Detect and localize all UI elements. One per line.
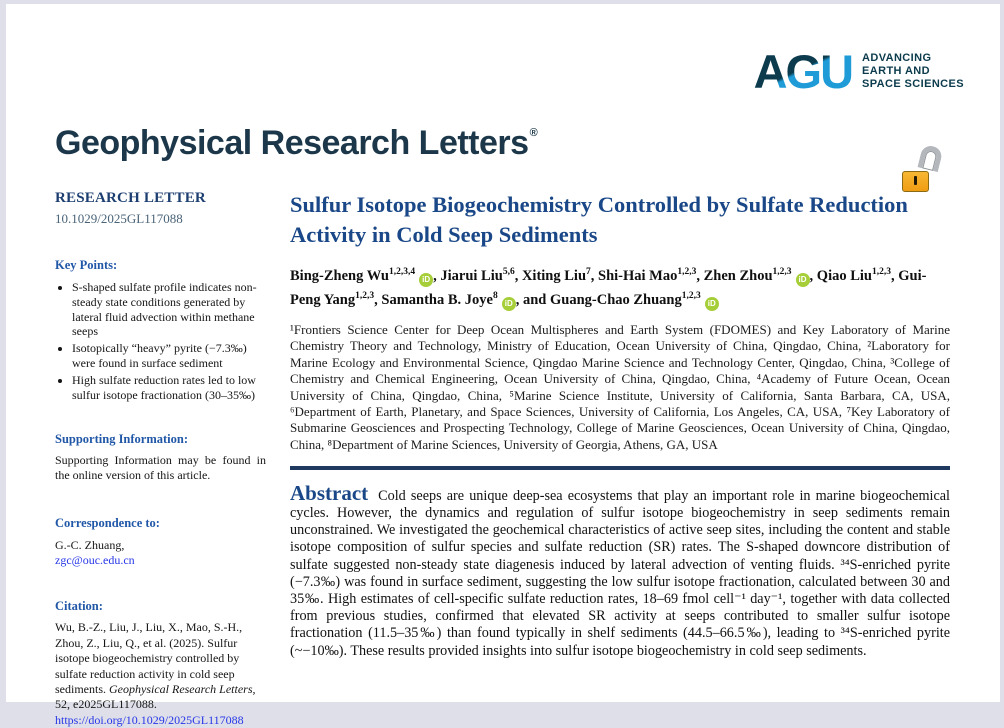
orcid-icon[interactable]: iD xyxy=(502,297,516,311)
orcid-icon[interactable]: iD xyxy=(419,273,433,287)
open-access-lock-icon xyxy=(902,146,944,194)
author-separator: , xyxy=(514,268,522,284)
lock-shackle xyxy=(917,144,943,172)
journal-title xyxy=(55,124,537,163)
tagline-line: EARTH AND xyxy=(862,65,930,77)
orcid-icon[interactable]: iD xyxy=(796,273,810,287)
affiliations: ¹Frontiers Science Center for Deep Ocean Multispheres and Earth System (FDOMES) and Key Laboratory of Marine Chemistry Theory and Technology, Ministry of Education, Ocean University of China, Qingdao, China, ²Laboratory for Marine Ecology and Environmental Science, Qingdao Marine Science and Technology Center, Qingdao, China, ³College of Chemistry and Chemical Engineering, Ocean University of China, Qingdao, China, ⁴Academy of Future Ocean, Ocean University of China, Qingdao, China, ⁵Marine Science Institute, University of California, Santa Barbara, CA, USA, ⁶Department of Earth, Planetary, and Space Sciences, University of California, Los Angeles, CA, USA, ⁷Key Laboratory of Submarine Geosciences and Prospecting Technology, College of Marine Geosciences, Ocean University of China, Qingdao, China, ⁸Department of Marine Sciences, University of Georgia, Athens, GA, USA xyxy=(290,322,950,452)
author-separator: , xyxy=(433,268,441,284)
agu-logo-tagline xyxy=(862,52,964,91)
author-superscript: 1,2,3 xyxy=(677,267,697,278)
orcid-icon[interactable]: iD xyxy=(705,297,719,311)
abstract xyxy=(290,480,950,660)
author-name: Zhen Zhou xyxy=(703,268,773,284)
key-point-item: • S-shaped sulfate profile indicates non-steady state conditions generated by lateral fluid advection within methane seeps xyxy=(72,280,266,339)
doi-number: 10.1029/2025GL117088 xyxy=(55,211,183,226)
author-list xyxy=(290,264,950,312)
author xyxy=(381,292,550,308)
agu-logo-mark: AGU xyxy=(753,45,853,98)
content-columns xyxy=(55,190,950,728)
citation-after-journal: 52, e2025GL117088. xyxy=(55,697,157,712)
author xyxy=(704,268,817,284)
author xyxy=(522,268,598,284)
journal-trademark: ® xyxy=(529,127,538,139)
author-name: Samantha B. Joye xyxy=(381,292,493,308)
correspondence-name: G.-C. Zhuang, xyxy=(55,538,125,553)
article-main xyxy=(290,190,950,728)
key-points-list xyxy=(55,280,266,402)
tagline-line: ADVANCING xyxy=(862,52,932,64)
author xyxy=(440,268,522,284)
key-point-item: • Isotopically “heavy” pyrite (−7.3‰) were found in surface sediment xyxy=(72,341,266,371)
tagline-line: SPACE SCIENCES xyxy=(862,78,964,90)
author-name: Xiting Liu xyxy=(521,268,587,284)
agu-logo xyxy=(753,45,964,98)
correspondence-block xyxy=(55,537,266,568)
author-name: Guang-Chao Zhuang xyxy=(549,292,682,308)
author-name: Qiao Liu xyxy=(816,268,872,284)
author-name: Jiarui Liu xyxy=(440,268,503,284)
correspondence-heading: Correspondence to: xyxy=(55,516,160,531)
abstract-text: Cold seeps are unique deep-sea ecosystems that play an important role in marine biogeochemical cycles. However, the dynamics and regulation of sulfur isotope biogeochemistry in seep sediments remain unconstrained. We investigated the geochemical characteristics of active seep sites, including the content and stable isotope composition of sulfur species and sulfate reduction (SR) rates. The S-shaped downcore distribution of sulfate suggested non-steady state diagenesis induced by lateral advection of venting fluids. ³⁴S-enriched pyrite (−7.3‰) was found in surface sediment, suggesting the low sulfur isotope fractionation, calculated between 30 and 35‰. High estimates of cell-specific sulfate reduction rates, 18–69 fmol cell⁻¹ day⁻¹, together with data collected from previous studies, confirmed that elevated SR activity at seeps contributed to smaller sulfur isotope fractionation (11.5–35‰) than found typically in shelf sediments (44.5–66.5‰), leading to ³⁴S-enriched pyrite (~−10‰). These results provided insights into sulfur isotope biogeochemistry in cold seep sediments. xyxy=(290,487,950,659)
supporting-information-text: Supporting Information may be found in the online version of this article. xyxy=(55,453,266,483)
key-point-item: • High sulfate reduction rates led to low sulfur isotope fractionation (30–35‰) xyxy=(72,373,266,403)
author-superscript: 1,2,3 xyxy=(872,267,891,278)
paper-title: Sulfur Isotope Biogeochemistry Controlled by Sulfate Reduction Activity in Cold Seep Sediments xyxy=(290,192,908,247)
section-divider xyxy=(290,466,950,470)
citation-text xyxy=(55,620,266,728)
sidebar xyxy=(55,190,266,728)
citation-before-journal: Wu, B.-Z., Liu, J., Liu, X., Mao, S.-H., Zhou, Z., Liu, Q., et al. (2025). Sulfur isotope biogeochemistry controlled by sulfate reduction activity in cold seep sediments. xyxy=(55,620,243,696)
author-separator: , xyxy=(696,268,704,284)
author xyxy=(550,292,719,308)
author-superscript: 1,2,3 xyxy=(681,291,701,302)
author xyxy=(817,268,898,284)
author-name: Bing-Zheng Wu xyxy=(290,268,389,284)
citation-doi-link[interactable]: https://doi.org/10.1029/2025GL117088 xyxy=(55,712,244,727)
supporting-information-heading: Supporting Information: xyxy=(55,432,189,447)
author-separator: , xyxy=(590,268,599,284)
correspondence-email-link[interactable]: zgc@ouc.edu.cn xyxy=(55,553,135,568)
author-name: Gui-Peng Yang xyxy=(290,268,927,308)
article-type-label: RESEARCH LETTER xyxy=(55,190,206,206)
abstract-heading: Abstract xyxy=(290,480,369,505)
author-superscript: 1,2,3,4 xyxy=(389,267,416,278)
author xyxy=(290,268,440,284)
author-separator: , xyxy=(809,268,817,284)
author-superscript: 8 xyxy=(492,291,498,302)
author-name: Shi-Hai Mao xyxy=(598,268,678,284)
citation-journal-name: Geophysical Research Letters, xyxy=(109,682,256,696)
author-superscript: 5,6 xyxy=(502,267,515,278)
key-points-heading: Key Points: xyxy=(55,258,118,272)
author-superscript: 1,2,3 xyxy=(355,291,375,302)
citation-heading: Citation: xyxy=(55,599,103,614)
journal-title-text: Geophysical Research Letters xyxy=(55,124,529,162)
article-page xyxy=(6,4,1000,727)
author-superscript: 7 xyxy=(586,267,591,278)
lock-body xyxy=(902,171,929,192)
author-separator: , and xyxy=(515,292,550,308)
author-separator: , xyxy=(891,268,899,284)
author-separator: , xyxy=(374,292,382,308)
author xyxy=(598,268,704,284)
author-superscript: 1,2,3 xyxy=(772,267,792,278)
